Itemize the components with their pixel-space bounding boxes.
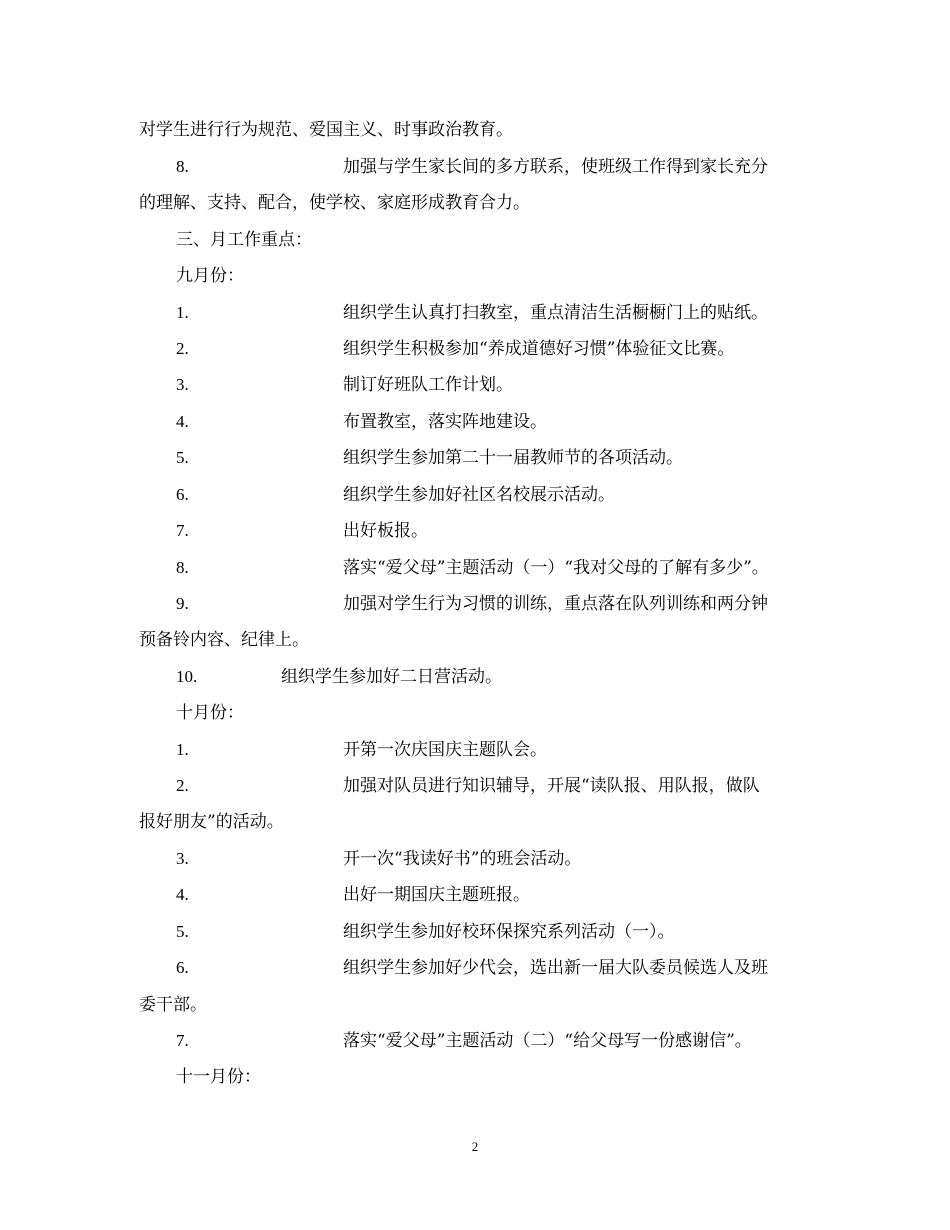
month-heading: 十月份： xyxy=(176,703,244,723)
list-number: 9. xyxy=(176,594,189,613)
list-number: 6. xyxy=(176,958,189,977)
list-number: 8. xyxy=(176,558,189,577)
paragraph-line: 预备铃内容、纪律上。 xyxy=(139,630,309,650)
list-item-text: 组织学生参加好社区名校展示活动。 xyxy=(343,485,615,505)
list-item-text: 组织学生认真打扫教室，重点清洁生活橱橱门上的贴纸。 xyxy=(343,303,768,323)
list-number: 3. xyxy=(176,849,189,868)
list-number: 4. xyxy=(176,412,189,431)
list-item-text: 制订好班队工作计划。 xyxy=(343,375,513,395)
section-heading: 三、月工作重点： xyxy=(176,230,312,250)
list-number: 10. xyxy=(176,667,198,686)
list-item-text: 组织学生积极参加“养成道德好习惯”体验征文比赛。 xyxy=(343,339,735,359)
list-number: 2. xyxy=(176,339,189,358)
list-number: 1. xyxy=(176,740,189,759)
list-item-text: 组织学生参加好二日营活动。 xyxy=(281,667,502,687)
paragraph-line: 报好朋友”的活动。 xyxy=(139,812,284,832)
list-item-text: 出好板报。 xyxy=(343,521,428,541)
list-item-text: 组织学生参加第二十一届教师节的各项活动。 xyxy=(343,448,683,468)
list-item-text: 加强对队员进行知识辅导，开展“读队报、用队报，做队 xyxy=(343,776,760,796)
list-number: 6. xyxy=(176,485,189,504)
list-number: 2. xyxy=(176,776,189,795)
paragraph-line: 对学生进行行为规范、爱国主义、时事政治教育。 xyxy=(139,120,513,140)
list-item-text: 组织学生参加好少代会，选出新一届大队委员候选人及班 xyxy=(343,958,768,978)
paragraph-line: 委干部。 xyxy=(139,995,207,1015)
list-item-text: 布置教室，落实阵地建设。 xyxy=(343,412,547,432)
list-item-text: 组织学生参加好校环保探究系列活动（一）。 xyxy=(343,922,675,942)
list-item-text: 落实“爱父母”主题活动（二）“给父母写一份感谢信”。 xyxy=(343,1031,752,1051)
list-number: 5. xyxy=(176,922,189,941)
list-item-text: 开一次“我读好书”的班会活动。 xyxy=(343,849,582,869)
list-number: 7. xyxy=(176,1031,189,1050)
list-number: 5. xyxy=(176,448,189,467)
list-number: 8. xyxy=(176,157,189,176)
list-number: 4. xyxy=(176,885,189,904)
month-heading: 九月份： xyxy=(176,266,244,286)
list-item-text: 落实“爱父母”主题活动（一）“我对父母的了解有多少”。 xyxy=(343,558,769,578)
list-item-text: 加强对学生行为习惯的训练，重点落在队列训练和两分钟 xyxy=(343,594,768,614)
page-number: 2 xyxy=(471,1139,479,1154)
list-number: 3. xyxy=(176,375,189,394)
paragraph-line: 的理解、支持、配合，使学校、家庭形成教育合力。 xyxy=(139,193,530,213)
list-item-text: 出好一期国庆主题班报。 xyxy=(343,885,530,905)
list-item-text: 开第一次庆国庆主题队会。 xyxy=(343,740,547,760)
list-number: 1. xyxy=(176,303,189,322)
month-heading: 十一月份： xyxy=(176,1067,261,1087)
list-number: 7. xyxy=(176,521,189,540)
list-item-text: 加强与学生家长间的多方联系，使班级工作得到家长充分 xyxy=(343,157,768,177)
